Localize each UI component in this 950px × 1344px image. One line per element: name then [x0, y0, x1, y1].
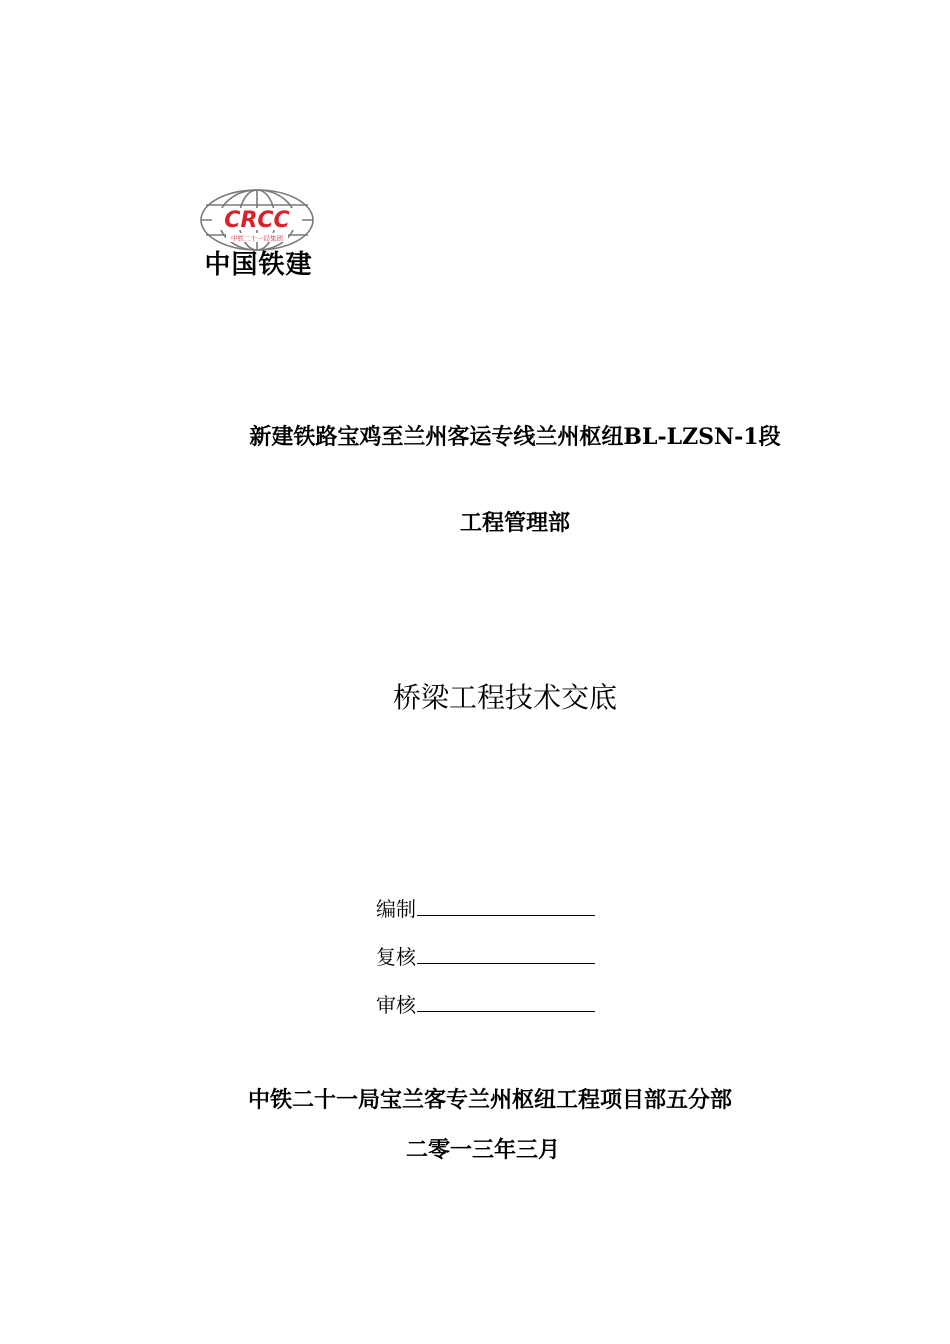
emblem-subtext: 中铁二十一局集团 — [231, 234, 283, 243]
signature-line-checked — [376, 941, 595, 970]
signature-line-compiled — [376, 893, 595, 922]
organization-name: 中铁二十一局宝兰客专兰州枢纽工程项目部五分部 — [247, 1087, 732, 1113]
department-name: 工程管理部 — [459, 510, 570, 536]
signature-blank — [417, 991, 595, 1012]
signature-blank — [417, 895, 595, 916]
globe-emblem-icon — [198, 188, 316, 252]
emblem-crcc-text: CRCC — [224, 208, 290, 233]
project-title: 新建铁路宝鸡至兰州客运专线兰州枢纽BL-LZSN-1段 — [249, 424, 781, 450]
brand-name: 中国铁建 — [204, 250, 313, 280]
document-title: 桥梁工程技术交底 — [392, 681, 617, 714]
crcc-logo — [186, 188, 331, 280]
signature-label: 复核 — [376, 945, 416, 969]
signature-line-reviewed — [376, 989, 595, 1018]
document-date: 二零一三年三月 — [405, 1137, 560, 1163]
signature-label: 编制 — [376, 897, 416, 921]
signature-blank — [417, 943, 595, 964]
signature-label: 审核 — [376, 993, 416, 1017]
